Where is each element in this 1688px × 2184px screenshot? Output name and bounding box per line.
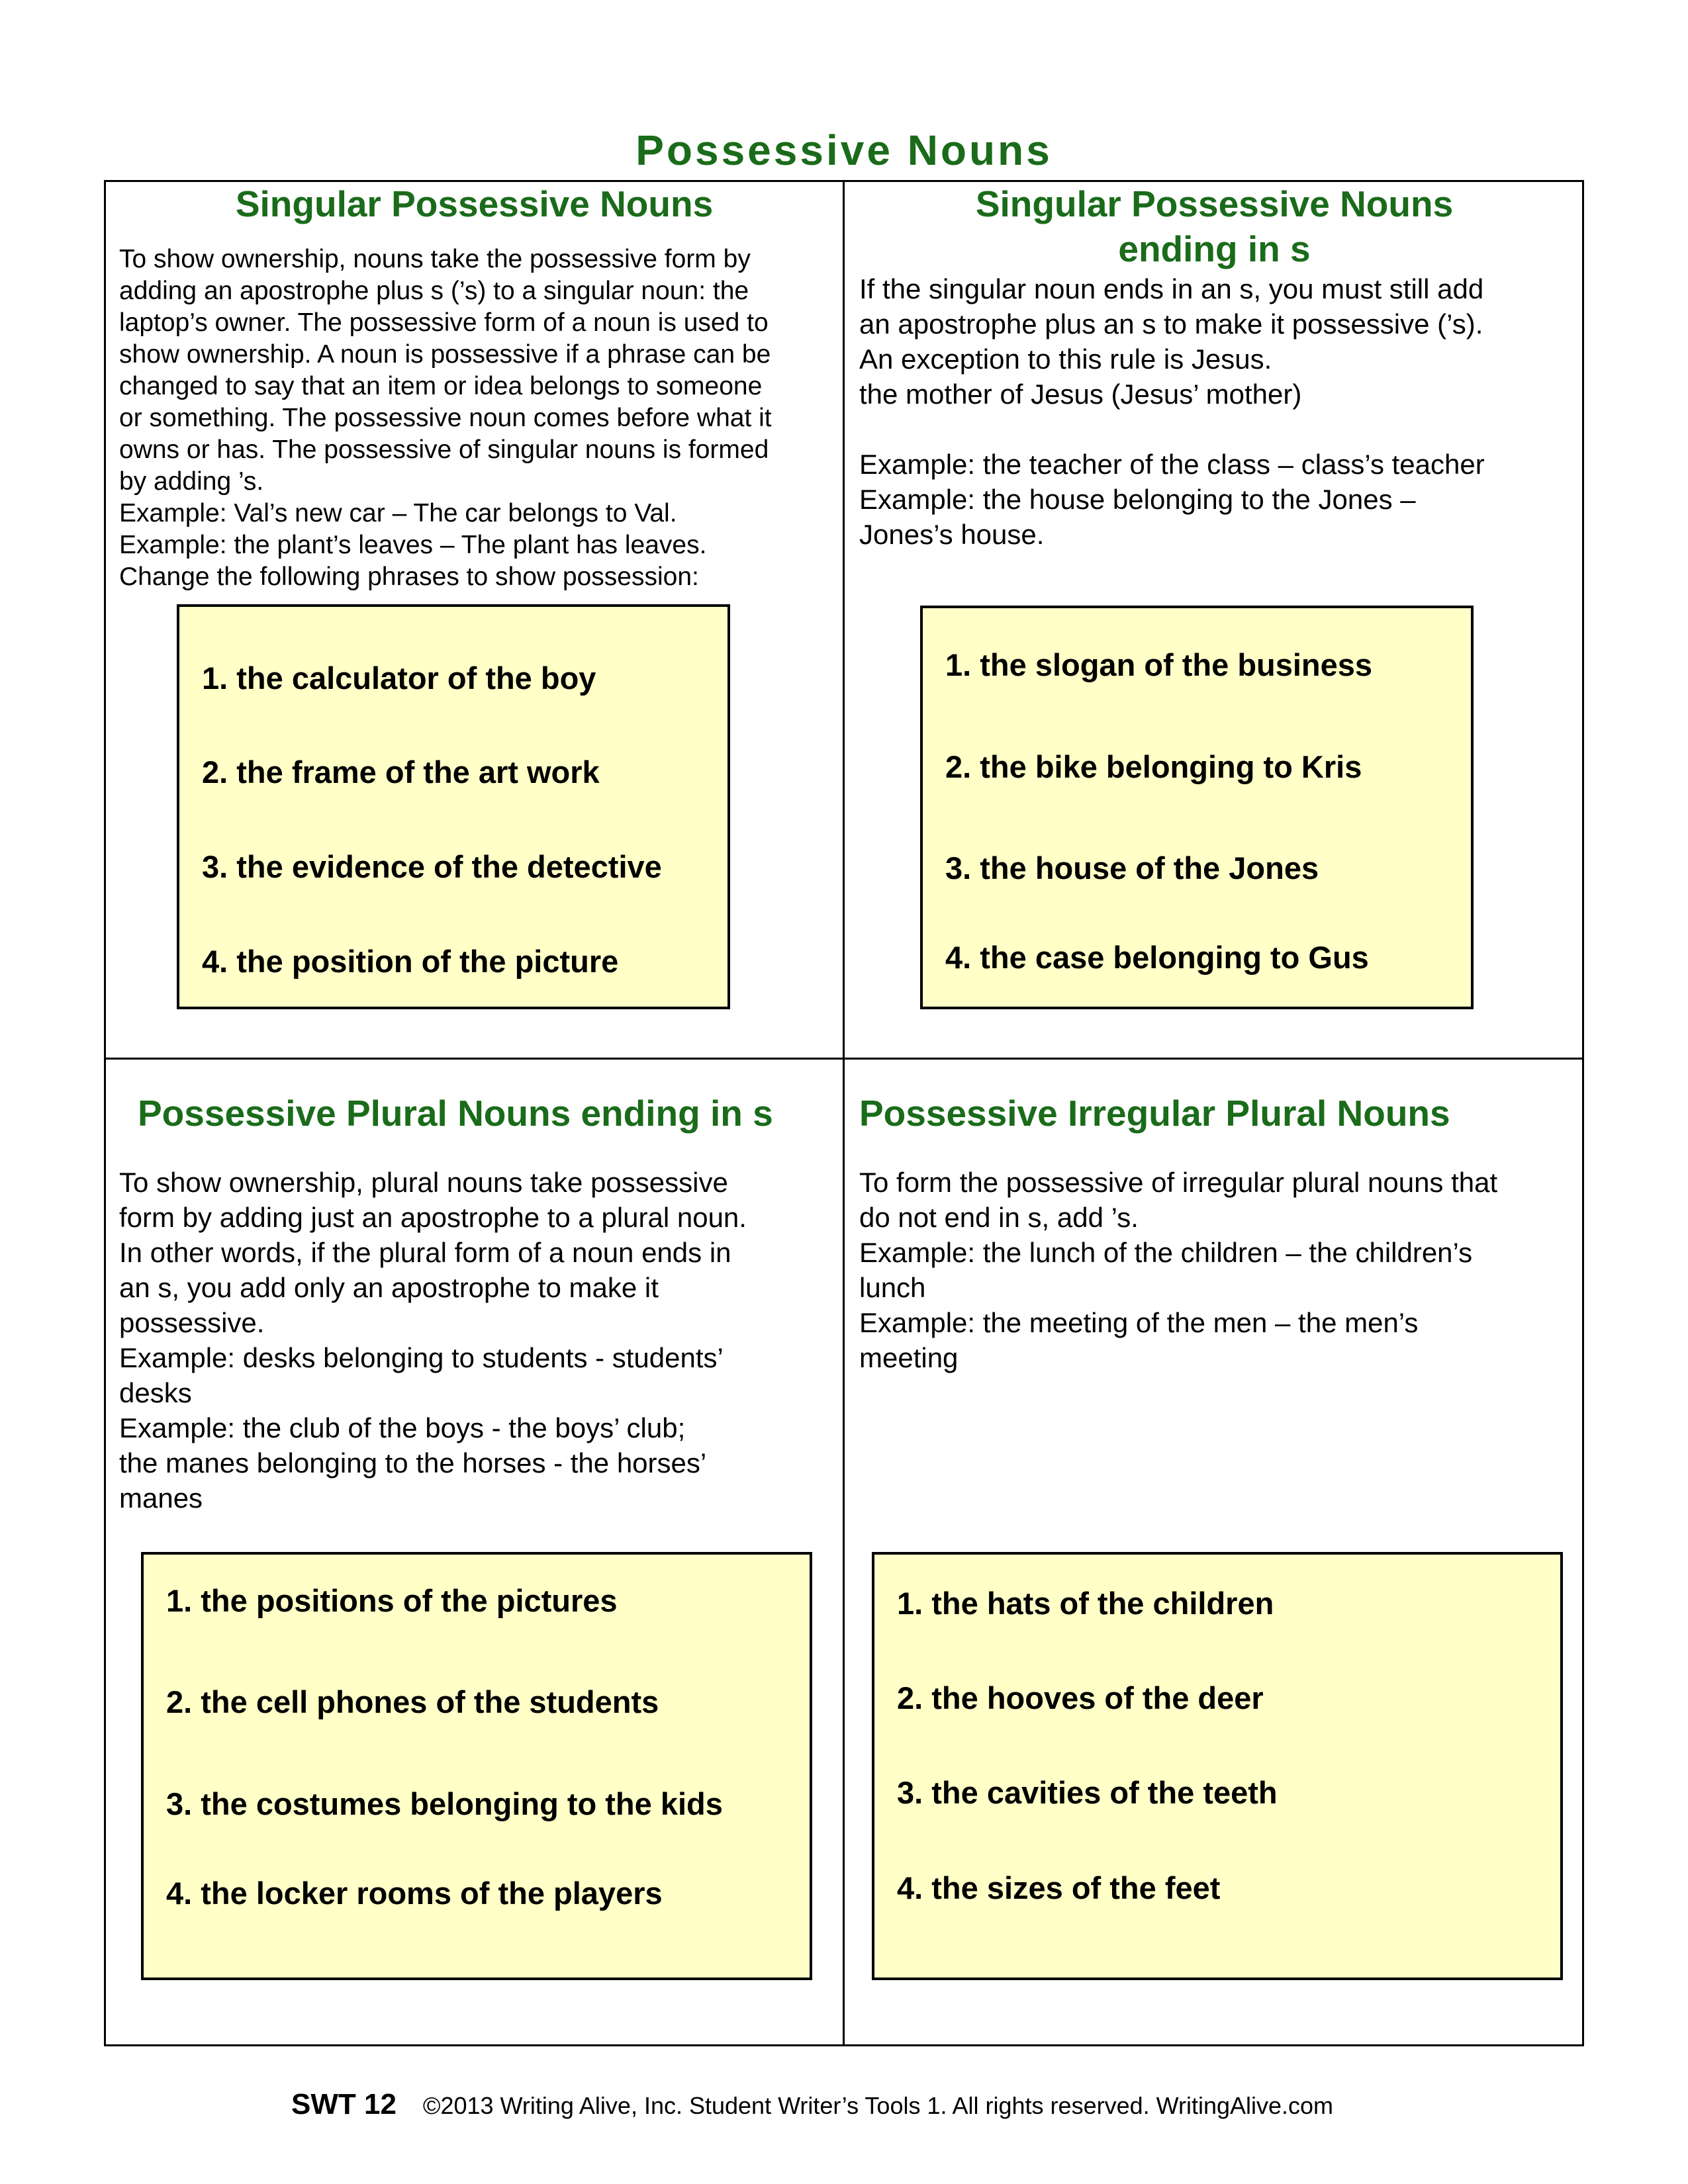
- singular-possessive-heading: Singular Possessive Nouns: [235, 183, 714, 224]
- singular-s-heading: [845, 181, 1584, 271]
- exercise-item: 4. the locker rooms of the players: [166, 1876, 663, 1911]
- page-footer: [291, 2088, 1333, 2121]
- singular-s-heading-line1: Singular Possessive Nouns: [975, 183, 1454, 224]
- exercise-item: 1. the calculator of the boy: [202, 660, 596, 696]
- exercise-item: 2. the hooves of the deer: [897, 1680, 1264, 1715]
- exercise-box-singular-s: [920, 606, 1474, 1009]
- exercise-item: 3. the costumes belonging to the kids: [166, 1786, 723, 1821]
- exercise-box-singular: [177, 604, 730, 1009]
- exercise-item: 3. the evidence of the detective: [202, 849, 662, 884]
- exercise-item: 2. the cell phones of the students: [166, 1684, 659, 1719]
- exercise-item: 3. the house of the Jones: [945, 850, 1319, 886]
- exercise-item: 3. the cavities of the teeth: [897, 1775, 1278, 1810]
- exercise-item: 1. the hats of the children: [897, 1586, 1274, 1621]
- exercise-item: 4. the position of the picture: [202, 944, 619, 979]
- footer-copyright: ©2013 Writing Alive, Inc. Student Writer’s Tools 1. All rights reserved. WritingAlive.com: [422, 2092, 1334, 2119]
- exercise-item: 1. the slogan of the business: [945, 647, 1373, 682]
- exercise-item: 1. the positions of the pictures: [166, 1583, 618, 1618]
- exercise-item: 2. the bike belonging to Kris: [945, 749, 1362, 784]
- exercise-box-irregular-plural: [872, 1552, 1563, 1980]
- exercise-box-plural-s: [141, 1552, 812, 1980]
- plural-s-text: To show ownership, plural nouns take possessive form by adding just an apostrophe to a plural noun. In other words, if the plural form of a noun ends in an s, you add only an apostrophe to make it possessive. Example: desks belonging to students - students’ desks Example: the club of the boys - the boys’ club; the manes belonging to the horses - the horses’ manes: [119, 1167, 747, 1514]
- plural-s-heading: Possessive Plural Nouns ending in s: [138, 1093, 773, 1134]
- grid-horizontal-divider: [104, 1058, 1584, 1060]
- irregular-plural-text: To form the possessive of irregular plural nouns that do not end in s, add ’s. Example: the lunch of the children – the children’s lunch Example: the meeting of the men – the men’s meeting: [859, 1167, 1498, 1373]
- exercise-item: 2. the frame of the art work: [202, 754, 600, 790]
- singular-possessive-text: To show ownership, nouns take the possessive form by adding an apostrophe plus s (’s) to a singular noun: the laptop’s owner. The possessive form of a noun is used to show ownership. A noun is possessive if a phrase can be changed to say that an item or idea belongs to someone or something. The possessive noun comes before what it owns or has. The possessive of singular nouns is formed by adding ’s. Example: Val’s new car – The car belongs to Val. Example: the plant’s leaves – The plant has leaves. Change the following phrases to show possession:: [119, 245, 772, 591]
- exercise-item: 4. the case belonging to Gus: [945, 940, 1369, 975]
- footer-page-code: SWT 12: [291, 2088, 397, 2120]
- irregular-plural-heading: Possessive Irregular Plural Nouns: [859, 1093, 1450, 1134]
- singular-s-heading-line2: ending in s: [1118, 228, 1311, 269]
- exercise-item: 4. the sizes of the feet: [897, 1870, 1221, 1905]
- grid-vertical-divider: [843, 180, 845, 2046]
- singular-s-text: If the singular noun ends in an s, you must still add an apostrophe plus an s to make it possessive (’s). An exception to this rule is Jesus. the mother of Jesus (Jesus’ mother) Example: the teacher of the class – class’s teacher Example: the house belonging to the Jones – Jones’s house.: [859, 273, 1485, 550]
- page-title: Possessive Nouns: [635, 126, 1053, 174]
